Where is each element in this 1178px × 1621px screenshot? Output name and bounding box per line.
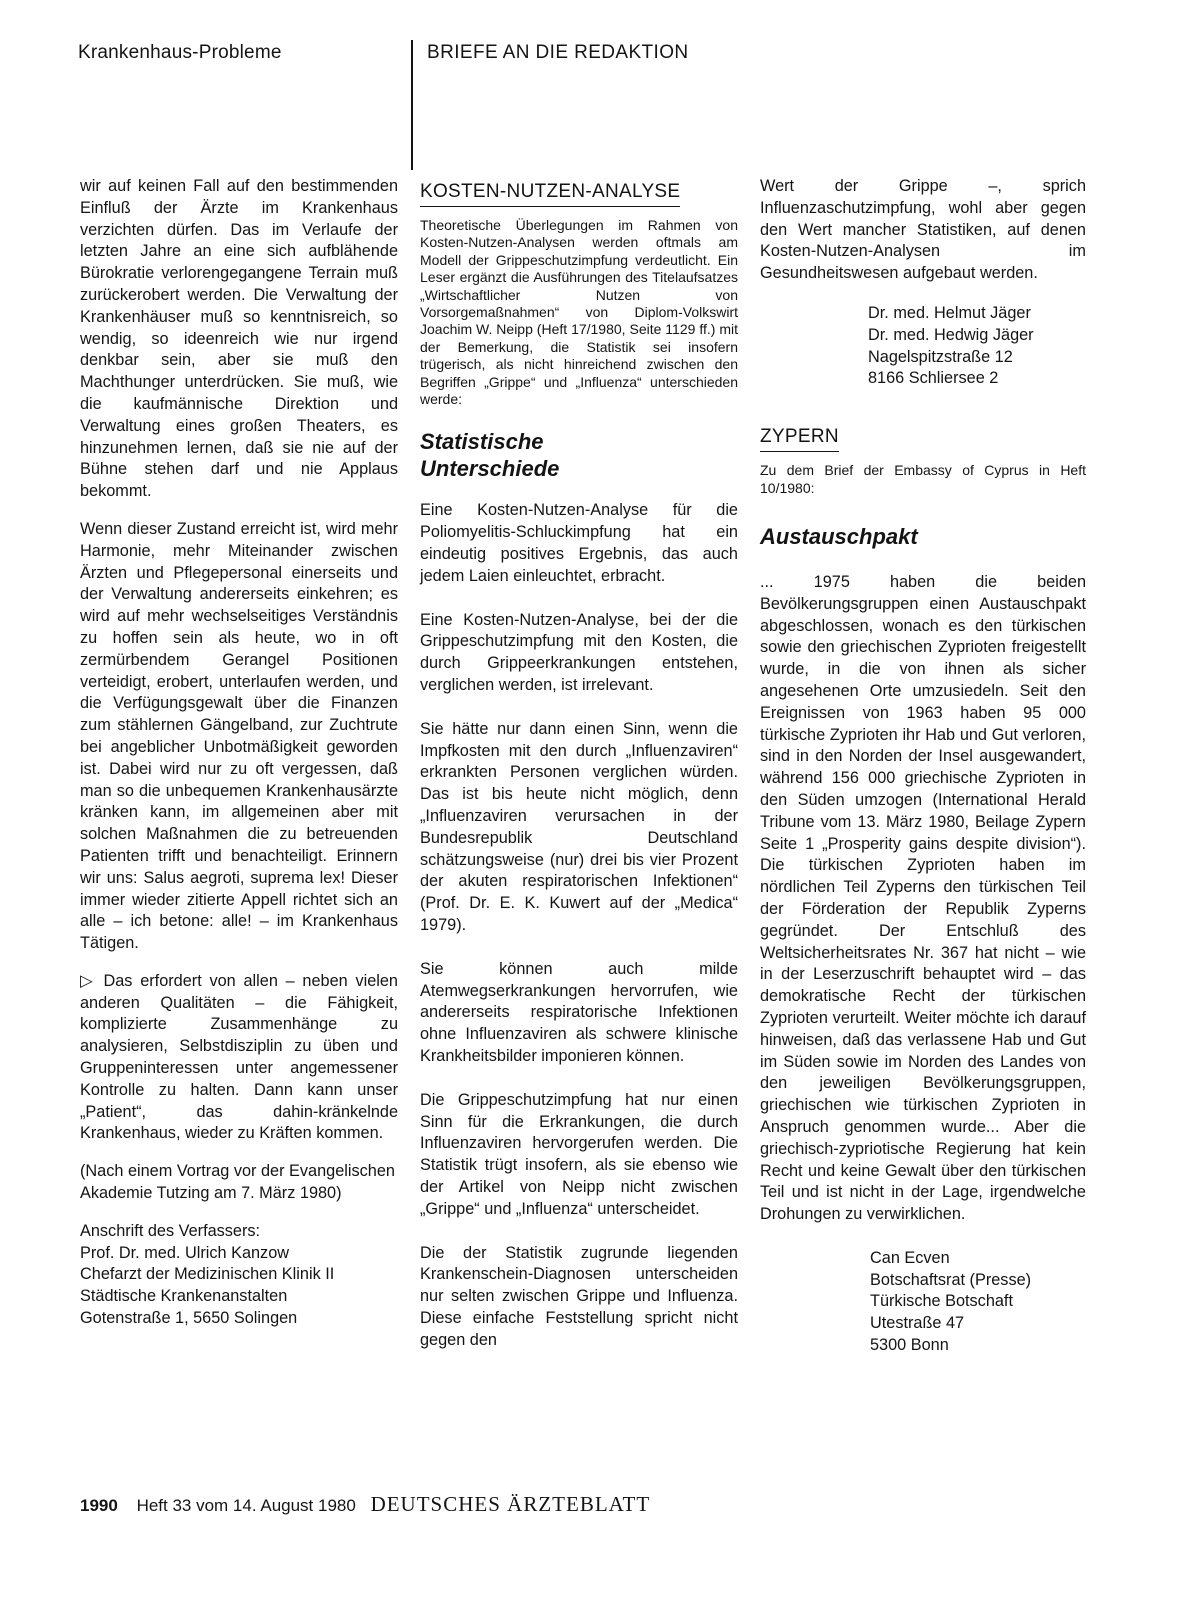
- signature-line: Dr. med. Hedwig Jäger: [868, 325, 1034, 344]
- col2-paragraph-3: Sie hätte nur dann einen Sinn, wenn die Impfkosten mit den durch „Influenzaviren“ erkrankten Personen verglichen würden. Das ist bis heute nicht möglich, denn „Influenzaviren verursachen in der Bundesrepublik Deutschland schätzungsweise (nur) drei bis vier Prozent der akuten respiratorischen Infektionen“ (Prof. Dr. E. K. Kuwert auf der „Medica“ 1979).: [420, 719, 738, 935]
- running-header-left: Krankenhaus-Probleme: [78, 42, 282, 63]
- col2-intro: Theoretische Überlegungen im Rahmen von Kosten-Nutzen-Analysen werden oftmals am Modell der Grippeschutzimpfung verdeutlicht. Ein Leser ergänzt die Ausführungen des Titelaufsatzes „Wirtschaftlicher Nutzen von Vorsorgemaßnahmen“ von Diplom-Volkswirt Joachim W. Neipp (Heft 17/1980, Seite 1129 ff.) mit der Bemerkung, die Statistik sei insofern trügerisch, als nicht hinreichend zwischen den Begriffen „Grippe“ und „Influenza“ unterschieden werde:: [420, 217, 738, 408]
- author-address: [80, 1221, 398, 1330]
- column-1: [80, 176, 398, 1368]
- page-footer: [80, 1492, 650, 1517]
- signature-line: 8166 Schliersee 2: [868, 369, 999, 388]
- signature-line: Botschaftsrat (Presse): [870, 1270, 1032, 1289]
- page-number: 1990: [80, 1496, 118, 1515]
- running-header-right: BRIEFE AN DIE REDAKTION: [427, 42, 689, 63]
- col1-paragraph-2: Wenn dieser Zustand erreicht ist, wird mehr Harmonie, mehr Miteinander zwischen Ärzten und Pflegepersonal einerseits und der Verwaltung andererseits einkehren; es wird auf mehr wechselseitiges Verständnis zu hoffen sein als heute, wo in oft zermürbendem Gerangel Positionen verteidigt, erobert, unterlaufen werden, und die Verfügungsgewalt über die Finanzen zum stählernen Gängelband, zur Zuchtrute bei angeblicher Unbotmäßigkeit geworden ist. Dabei wird nur zu oft vergessen, daß man so die unbequemen Krankenhausärzte kränken kann, im allgemeinen aber mit solchen Maßnahmen die zu betreuenden Patienten trifft und benachteiligt. Erinnern wir uns: Salus aegroti, suprema lex! Dieser immer wieder zitierte Appell richtet sich an alle – ich betone: alle! – im Krankenhaus Tätigen.: [80, 519, 398, 953]
- journal-name: DEUTSCHES ÄRZTEBLATT: [370, 1492, 651, 1516]
- section-heading-zypern: ZYPERN: [760, 426, 839, 452]
- signature-line: Dr. med. Helmut Jäger: [868, 303, 1031, 322]
- column-2: [420, 181, 738, 1352]
- article-title-statistische-unterschiede: [420, 428, 738, 482]
- signature-jaeger: [868, 303, 1086, 390]
- title-line: Unterschiede: [420, 456, 560, 482]
- col2-paragraph-1: Eine Kosten-Nutzen-Analyse für die Poliomyelitis-Schluckimpfung hat ein eindeutig positives Ergebnis, das auch jedem Laien einleuchtet, erbracht.: [420, 501, 738, 585]
- address-line: Prof. Dr. med. Ulrich Kanzow: [80, 1243, 290, 1262]
- col2-paragraph-4: Sie können auch milde Atemwegserkrankungen hervorrufen, wie andererseits respiratorische Infektionen ohne Influenzaviren als schwere klinische Krankheitsbilder imponieren können.: [420, 959, 738, 1065]
- signature-line: 5300 Bonn: [870, 1336, 949, 1355]
- column-3: [760, 176, 1086, 1395]
- signature-line: Utestraße 47: [870, 1314, 965, 1333]
- address-line: Anschrift des Verfassers:: [80, 1221, 261, 1240]
- col1-footnote: (Nach einem Vortrag vor der Evangelischen Akademie Tutzing am 7. März 1980): [80, 1162, 395, 1203]
- col2-paragraph-6: Die der Statistik zugrunde liegenden Krankenschein-Diagnosen unterscheiden nur selten zwischen Grippe und Influenza. Diese einfache Feststellung spricht nicht gegen den: [420, 1243, 738, 1349]
- col1-paragraph-1: wir auf keinen Fall auf den bestimmenden Einfluß der Ärzte im Krankenhaus verzichten dürfen. Das im Verlaufe der letzten Jahre an eine sich aufblähende Bürokratie verlorengegangene Terrain muß zurückerobert werden. Die Verwaltung der Krankenhäuser muß so kenntnisreich, so wendig, so ideenreich wie nur irgend denkbar sein, aber sie muß den Machthunger unterdrücken. Sie muß, wie die kaufmännische Direktion und Verwaltung eines großen Theaters, es hinzunehmen lernen, daß sie nie auf der Bühne stehen darf und nie Applaus bekommt.: [80, 177, 398, 501]
- col2-paragraph-2: Eine Kosten-Nutzen-Analyse, bei der die Grippeschutzimpfung mit den Kosten, die durch Grippeerkrankungen entstehen, verglichen werden, ist irrelevant.: [420, 610, 738, 695]
- section-heading-kosten-nutzen: KOSTEN-NUTZEN-ANALYSE: [420, 181, 680, 207]
- address-line: Gotenstraße 1, 5650 Solingen: [80, 1309, 298, 1328]
- signature-line: Nagelspitzstraße 12: [868, 347, 1013, 366]
- signature-line: Türkische Botschaft: [870, 1292, 1013, 1311]
- col3-intro: Zu dem Brief der Embassy of Cyprus in Heft 10/1980:: [760, 462, 1086, 496]
- col3-continued-paragraph: Wert der Grippe –, sprich Influenzaschutzimpfung, wohl aber gegen den Wert mancher Statistiken, auf denen Kosten-Nutzen-Analysen im Gesundheitswesen aufgebaut werden.: [760, 177, 1086, 283]
- col2-paragraph-5: Die Grippeschutzimpfung hat nur einen Sinn für die Erkrankungen, die durch Influenzaviren hervorgerufen werden. Die Statistik trügt insofern, als sie ebenso wie der Artikel von Neipp nicht zwischen „Grippe“ und „Influenza“ unterscheidet.: [420, 1090, 738, 1218]
- col3-paragraph: ... 1975 haben die beiden Bevölkerungsgruppen einen Austauschpakt abgeschlossen, wonach es den türkischen sowie den griechischen Zyprioten freigestellt wurde, in die von ihnen als sicher angesehenen Orte umzusiedeln. Seit den Ereignissen von 1963 haben 95 000 türkische Zyprioten ihr Hab und Gut verloren, sind in den Norden der Insel ausgewandert, während 156 000 griechische Zyprioten in den Süden umzogen (International Herald Tribune vom 13. März 1980, Beilage Zypern Seite 1 „Prosperity gains despite division“). Die türkischen Zyprioten haben im nördlichen Teil Zyperns den türkischen Teil der Förderation der Republik Zyperns gegründet. Der Entschluß des Weltsicherheitsrates Nr. 367 hat nicht – wie in der Leserzuschrift behauptet wird – das demokratische Recht der türkischen Zyprioten verurteilt. Weiter möchte ich darauf hinweisen, daß das verlassene Hab und Gut im Süden sowie im Norden des Landes von den jeweiligen Bevölkerungsgruppen, griechischen wie türkischen Zyprioten in Anspruch genommen wurde... Aber die griechisch-zypriotische Regierung hat kein Recht und keine Gewalt über den türkischen Teil und ist nicht in der Lage, irgendwelche Drohungen zu verwirklichen.: [760, 572, 1086, 1224]
- title-line: Statistische: [420, 429, 544, 455]
- header-divider: [411, 40, 413, 170]
- address-line: Chefarzt der Medizinischen Klinik II: [80, 1265, 335, 1284]
- article-title-austauschpakt: Austauschpakt: [760, 523, 918, 549]
- col1-paragraph-3: ▷ Das erfordert von allen – neben vielen anderen Qualitäten – die Fähigkeit, komplizierte Zusammenhänge zu analysieren, Selbstdisziplin zu üben und Gruppeninteressen unter angemessener Kontrolle zu halten. Dann kann unser „Patient“, das dahin-kränkelnde Krankenhaus, wieder zu Kräften kommen.: [80, 971, 398, 1143]
- signature-line: Can Ecven: [870, 1248, 950, 1267]
- address-line: Städtische Krankenanstalten: [80, 1287, 288, 1306]
- issue-info: Heft 33 vom 14. August 1980: [136, 1496, 356, 1515]
- signature-ecven: [870, 1248, 1086, 1357]
